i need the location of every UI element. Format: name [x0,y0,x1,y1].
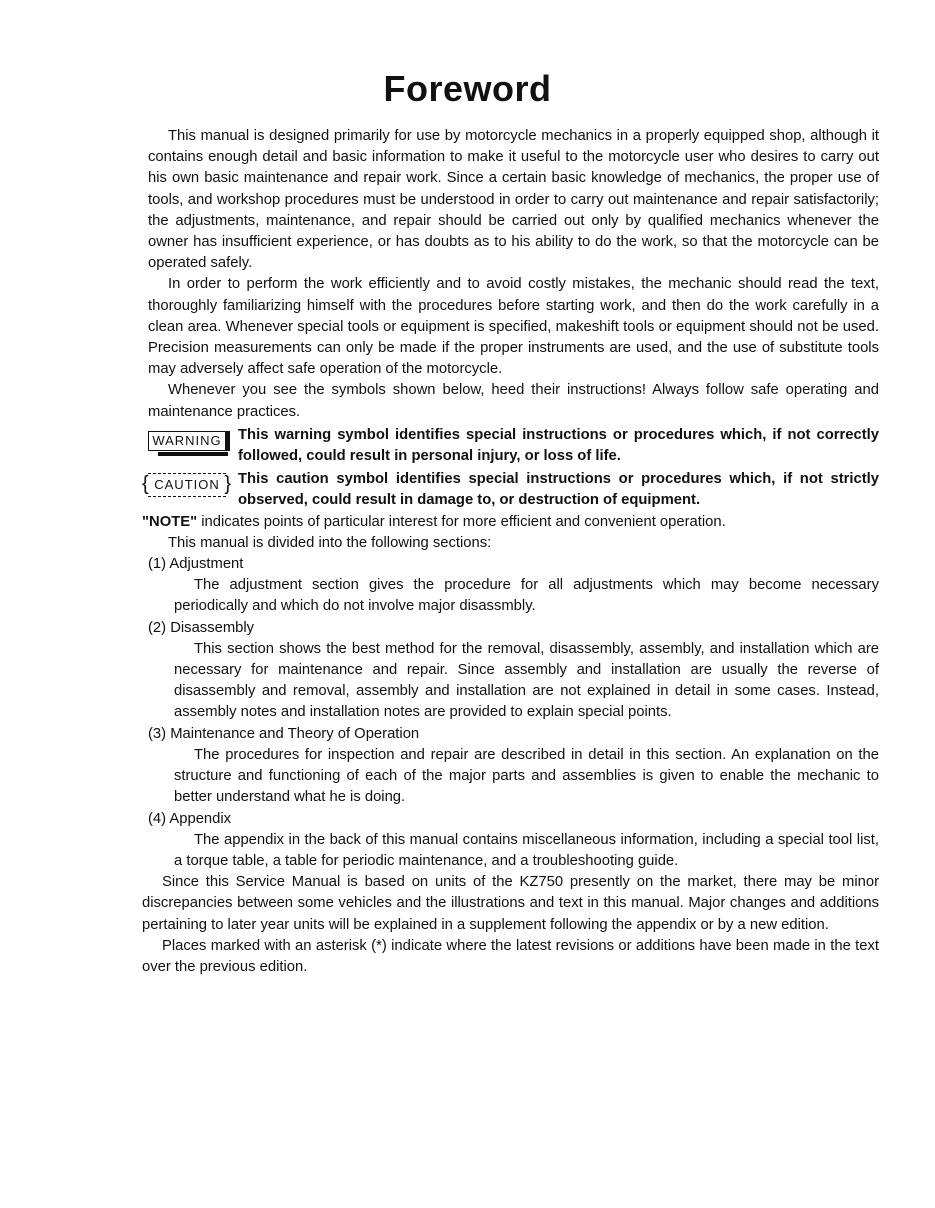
intro-paragraph-1: This manual is designed primarily for use by motorcycle mechanics in a properly equipped shop, although it contains enough detail and basic information to make it useful to the motorcycle user who desires to carry out his own basic maintenance and repair work. Since a certain basic knowledge of mechanics, the proper use of tools, and workshop procedures must be understood in order to carry out maintenance and repair satisfactorily; the adjustments, maintenance, and repair should be carried out only by qualified mechanics whenever the owner has insufficient experience, or has doubts as to his ability to do the work, so that the motorcycle can be operated safely. [148,128,879,272]
intro-paragraph-2: In order to perform the work efficiently and to avoid costly mistakes, the mechanic should read the text, thoroughly familiarizing himself with the procedures before starting work, and then do the work carefully in a clean area. Whenever special tools or equipment is specified, makeshift tools or equipment should not be used. Precision measurements can only be made if the proper instruments are used, and the use of substitute tools may adversely affect safe operation of the motorcycle. [148,276,879,378]
warning-row [148,425,879,467]
note-key: "NOTE" [142,513,198,530]
section-text: This section shows the best method for the removal, disassembly, assembly, and installation which are necessary for maintenance and repair. Since assembly and installation are usually the reverse of disassembly and removal, assembly and installation are not explained in detail in some cases. Instead, assembly notes and installation notes are provided to explain special points. [174,640,879,721]
closing-paragraph-2: Places marked with an asterisk (*) indicate where the latest revisions or additions have been made in the text over the previous edition. [142,937,879,975]
section-text: The procedures for inspection and repair are described in detail in this section. An explanation on the structure and functioning of each of the major parts and assemblies is given to enable the mechanic to better understand what he is doing. [174,746,879,806]
section-text: The adjustment section gives the procedure for all adjustments which may become necessary periodically and which do not involve major disassmbly. [174,577,879,615]
warning-underline [158,452,228,456]
section-appendix [148,809,879,873]
warning-symbol [148,425,238,465]
foreword-body [142,126,879,978]
section-adjustment [148,554,879,618]
note-text: indicates points of particular interest for more efficient and convenient operation. [197,513,726,530]
caution-text: This caution symbol identifies special instructions or procedures which, if not strictly observed, could result in damage to, or destruction of equipment. [238,471,879,509]
section-maintenance [148,724,879,809]
section-heading: (3) Maintenance and Theory of Operation [148,725,420,742]
closing-paragraph-1: Since this Service Manual is based on units of the KZ750 presently on the market, there may be minor discrepancies between some vehicles and the illustrations and text in this manual. Major changes and additions pertaining to later year units will be explained in a supplement following the appendix or by a new edition. [142,874,879,933]
page-title: Foreword [383,68,552,109]
note-paragraph [142,512,879,533]
section-heading: (2) Disassembly [148,619,255,636]
caution-icon: { CAUTION } [148,473,226,497]
section-disassembly [148,618,879,724]
section-heading: (4) Appendix [148,810,232,827]
divided-line: This manual is divided into the following sections: [168,534,492,551]
intro-paragraph-3: Whenever you see the symbols shown below, heed their instructions! Always follow safe operating and maintenance practices. [148,382,879,420]
section-text: The appendix in the back of this manual contains miscellaneous information, including a special tool list, a torque table, a table for periodic maintenance, and a troubleshooting guide. [174,831,879,869]
warning-text: This warning symbol identifies special instructions or procedures which, if not correctly followed, could result in personal injury, or loss of life. [238,426,879,465]
warning-icon: WARNING [148,431,230,451]
caution-symbol [148,469,238,509]
section-heading: (1) Adjustment [148,556,244,573]
caution-row [148,469,879,511]
